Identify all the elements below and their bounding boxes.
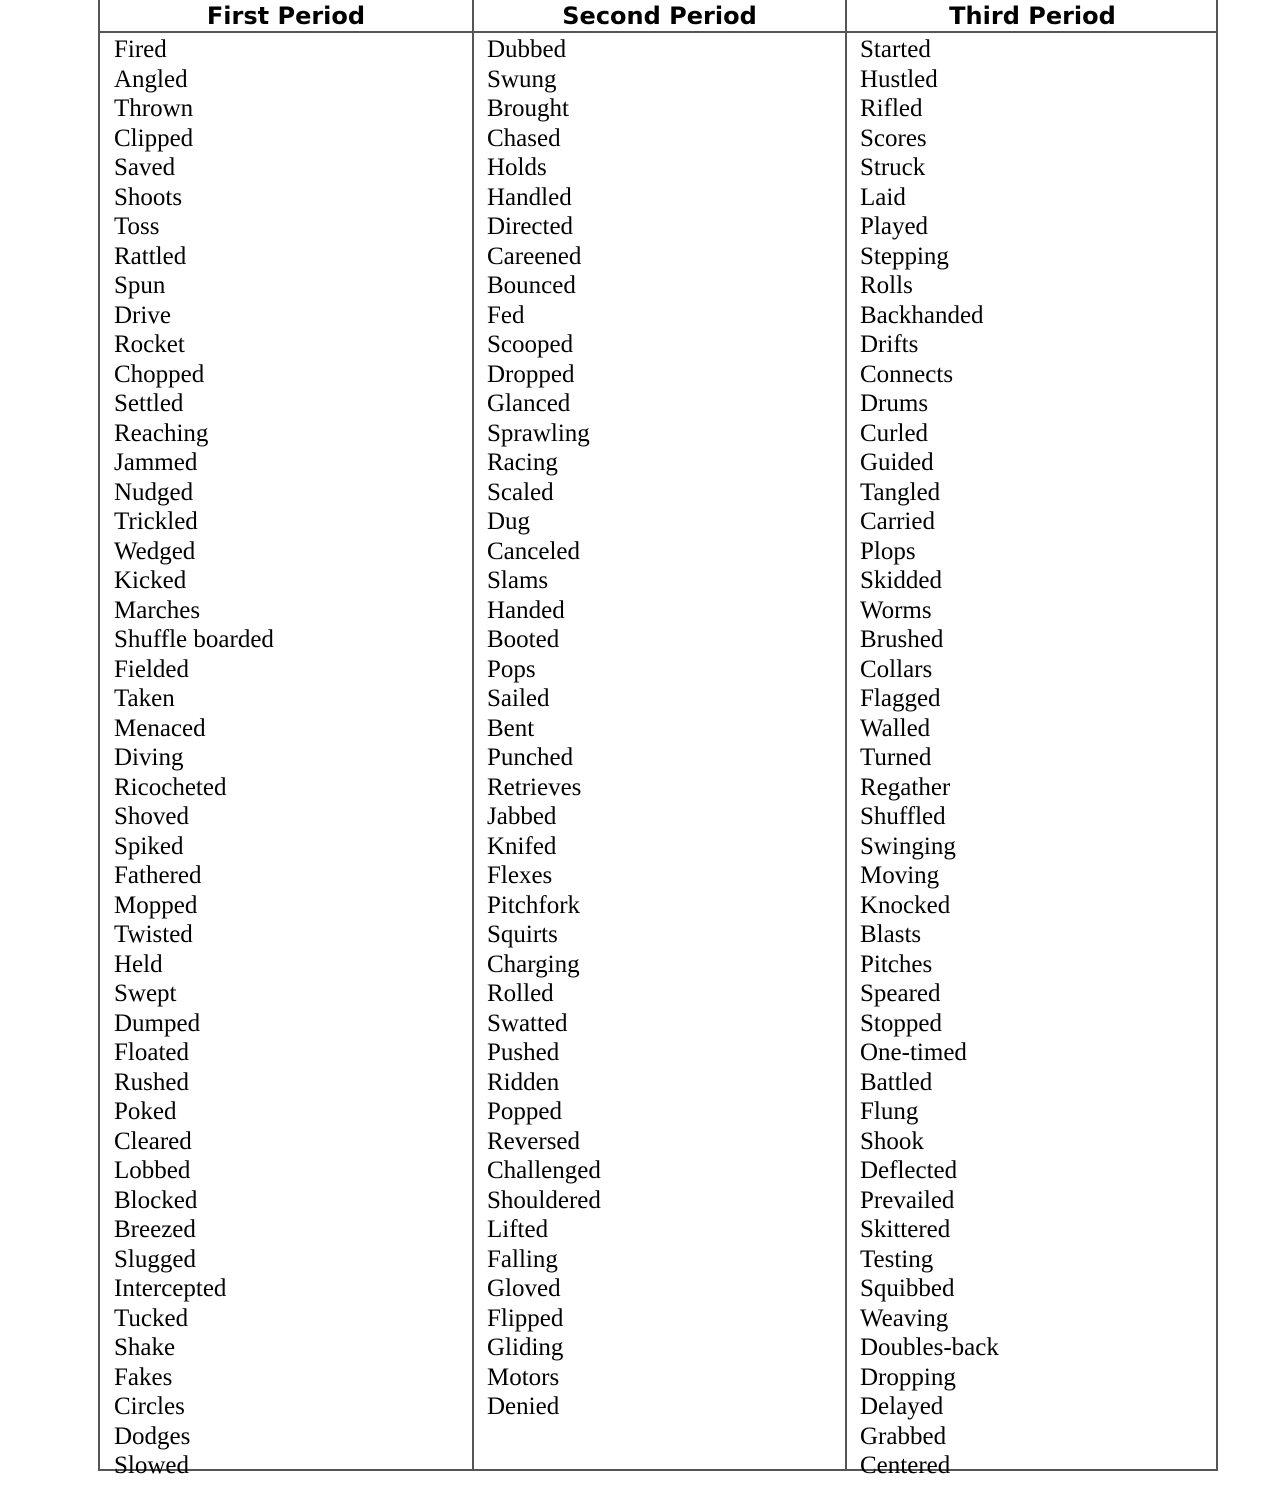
word-cell: Challenged xyxy=(487,1157,601,1184)
word-cell: Jabbed xyxy=(487,803,557,830)
word-cell: Skittered xyxy=(860,1216,951,1243)
word-cell: Squirts xyxy=(487,921,558,948)
word-cell: Turned xyxy=(860,744,932,771)
word-cell: Moving xyxy=(860,862,940,889)
word-cell: Dodges xyxy=(114,1422,191,1450)
word-cell: Motors xyxy=(487,1363,560,1391)
word-cell: Brushed xyxy=(860,626,944,653)
word-cell: Trickled xyxy=(114,508,198,535)
word-cell: Fed xyxy=(487,301,525,329)
word-cell: Pitches xyxy=(860,950,933,978)
word-cell: Reaching xyxy=(114,419,209,447)
word-cell: Mopped xyxy=(114,891,198,919)
word-cell: Popped xyxy=(487,1098,562,1125)
word-cell: Skidded xyxy=(860,567,942,594)
third-period-column xyxy=(860,35,999,1481)
word-cell: Lobbed xyxy=(114,1157,191,1184)
word-cell: Prevailed xyxy=(860,1186,955,1214)
word-cell: Testing xyxy=(860,1245,934,1273)
word-cell: Shuffled xyxy=(860,803,946,830)
word-cell: Charging xyxy=(487,950,580,978)
word-cell: Shook xyxy=(860,1127,924,1155)
word-cell: Scaled xyxy=(487,478,554,506)
word-cell: Regather xyxy=(860,773,951,801)
word-cell: Rifled xyxy=(860,95,923,122)
word-cell: Rattled xyxy=(114,242,187,270)
word-cell: Tucked xyxy=(114,1304,189,1332)
word-cell: Walled xyxy=(860,714,931,742)
word-cell: Menaced xyxy=(114,714,206,742)
word-cell: Circles xyxy=(114,1393,185,1420)
word-cell: Grabbed xyxy=(860,1422,947,1450)
word-cell: Cleared xyxy=(114,1127,192,1155)
word-cell: Kicked xyxy=(114,567,187,594)
second-period-column xyxy=(487,35,601,1422)
word-cell: Intercepted xyxy=(114,1275,227,1302)
word-cell: Falling xyxy=(487,1245,558,1273)
word-cell: Directed xyxy=(487,213,574,240)
word-cell: Gloved xyxy=(487,1275,561,1302)
word-cell: Clipped xyxy=(114,124,194,152)
word-cell: Knifed xyxy=(487,832,557,860)
word-cell: Hustled xyxy=(860,65,938,93)
word-cell: Careened xyxy=(487,242,582,270)
word-cell: Holds xyxy=(487,154,547,181)
word-cell: Reversed xyxy=(487,1127,581,1155)
word-cell: Twisted xyxy=(114,921,193,948)
word-cell: Fired xyxy=(114,36,167,63)
word-cell: Shoved xyxy=(114,803,189,830)
word-cell: Blasts xyxy=(860,921,922,948)
word-cell: Angled xyxy=(114,65,188,93)
word-cell: Ridden xyxy=(487,1068,560,1096)
word-cell: Lifted xyxy=(487,1216,549,1243)
word-cell: Jammed xyxy=(114,449,198,476)
word-cell: Blocked xyxy=(114,1186,198,1214)
word-cell: Gliding xyxy=(487,1334,564,1361)
word-cell: One-timed xyxy=(860,1039,967,1066)
column-divider xyxy=(845,0,847,1469)
word-cell: Dropped xyxy=(487,360,575,388)
word-cell: Breezed xyxy=(114,1216,196,1243)
word-cell: Dug xyxy=(487,508,531,535)
word-cell: Scores xyxy=(860,124,927,152)
word-cell: Ricocheted xyxy=(114,773,227,801)
word-cell: Fathered xyxy=(114,862,202,889)
word-cell: Poked xyxy=(114,1098,177,1125)
word-cell: Punched xyxy=(487,744,574,771)
header-second-period: Second Period xyxy=(562,2,757,30)
word-cell: Wedged xyxy=(114,537,196,565)
word-cell: Pitchfork xyxy=(487,891,581,919)
word-cell: Handled xyxy=(487,183,572,211)
word-cell: Doubles-back xyxy=(860,1334,999,1361)
header-row xyxy=(100,0,1216,33)
word-cell: Toss xyxy=(114,213,160,240)
word-cell: Chopped xyxy=(114,360,205,388)
word-cell: Bounced xyxy=(487,272,576,299)
word-cell: Stopped xyxy=(860,1009,942,1037)
word-cell: Booted xyxy=(487,626,560,653)
word-cell: Racing xyxy=(487,449,558,476)
word-cell: Struck xyxy=(860,154,926,181)
word-cell: Chased xyxy=(487,124,561,152)
word-cell: Shake xyxy=(114,1334,176,1361)
word-cell: Taken xyxy=(114,685,175,712)
word-cell: Knocked xyxy=(860,891,951,919)
word-cell: Dumped xyxy=(114,1009,201,1037)
word-cell: Slowed xyxy=(114,1452,189,1479)
word-cell: Plops xyxy=(860,537,916,565)
word-cell: Dubbed xyxy=(487,36,567,63)
word-cell: Spiked xyxy=(114,832,184,860)
word-cell: Flipped xyxy=(487,1304,564,1332)
word-cell: Rocket xyxy=(114,331,185,358)
first-period-column xyxy=(114,35,274,1481)
word-cell: Scooped xyxy=(487,331,574,358)
word-cell: Swung xyxy=(487,65,557,93)
header-third-period: Third Period xyxy=(949,2,1116,30)
word-cell: Slams xyxy=(487,567,549,594)
word-cell: Sailed xyxy=(487,685,550,712)
word-cell: Flagged xyxy=(860,685,941,712)
word-cell: Swinging xyxy=(860,832,956,860)
word-cell: Saved xyxy=(114,154,176,181)
word-cell: Deflected xyxy=(860,1157,958,1184)
word-cell: Swatted xyxy=(487,1009,568,1037)
word-cell: Fielded xyxy=(114,655,189,683)
word-cell: Diving xyxy=(114,744,184,771)
word-cell: Thrown xyxy=(114,95,194,122)
word-cell: Weaving xyxy=(860,1304,949,1332)
word-cell: Denied xyxy=(487,1393,560,1420)
word-cell: Pops xyxy=(487,655,536,683)
word-cell: Tangled xyxy=(860,478,941,506)
word-cell: Floated xyxy=(114,1039,189,1066)
word-cell: Curled xyxy=(860,419,929,447)
word-cell: Rolled xyxy=(487,980,554,1007)
word-cell: Held xyxy=(114,950,163,978)
word-cell: Drifts xyxy=(860,331,919,358)
word-cell: Bent xyxy=(487,714,535,742)
word-cell: Speared xyxy=(860,980,941,1007)
word-cell: Slugged xyxy=(114,1245,196,1273)
word-cell: Pushed xyxy=(487,1039,560,1066)
word-cell: Spun xyxy=(114,272,166,299)
word-cell: Dropping xyxy=(860,1363,956,1391)
word-cell: Glanced xyxy=(487,390,571,417)
word-cell: Nudged xyxy=(114,478,194,506)
word-cell: Rushed xyxy=(114,1068,189,1096)
word-cell: Flung xyxy=(860,1098,919,1125)
word-cell: Connects xyxy=(860,360,954,388)
word-cell: Retrieves xyxy=(487,773,582,801)
word-cell: Delayed xyxy=(860,1393,944,1420)
word-cell: Shoots xyxy=(114,183,183,211)
word-cell: Backhanded xyxy=(860,301,984,329)
word-cell: Canceled xyxy=(487,537,581,565)
word-cell: Carried xyxy=(860,508,935,535)
word-cell: Played xyxy=(860,213,929,240)
word-cell: Battled xyxy=(860,1068,933,1096)
word-cell: Worms xyxy=(860,596,932,624)
word-cell: Sprawling xyxy=(487,419,590,447)
word-cell: Brought xyxy=(487,95,569,122)
word-cell: Swept xyxy=(114,980,177,1007)
word-cell: Started xyxy=(860,36,931,63)
word-cell: Flexes xyxy=(487,862,553,889)
column-divider xyxy=(472,0,474,1469)
word-cell: Settled xyxy=(114,390,184,417)
word-cell: Guided xyxy=(860,449,934,476)
word-cell: Shouldered xyxy=(487,1186,601,1214)
word-cell: Rolls xyxy=(860,272,913,299)
word-cell: Squibbed xyxy=(860,1275,955,1302)
word-cell: Shuffle boarded xyxy=(114,626,274,653)
word-cell: Fakes xyxy=(114,1363,173,1391)
word-cell: Stepping xyxy=(860,242,949,270)
word-table xyxy=(98,0,1218,1479)
header-first-period: First Period xyxy=(206,2,366,30)
word-cell: Handed xyxy=(487,596,565,624)
word-cell: Centered xyxy=(860,1452,951,1479)
word-cell: Collars xyxy=(860,655,933,683)
word-cell: Drums xyxy=(860,390,929,417)
word-cell: Marches xyxy=(114,596,201,624)
word-cell: Laid xyxy=(860,183,906,211)
word-cell: Drive xyxy=(114,301,171,329)
